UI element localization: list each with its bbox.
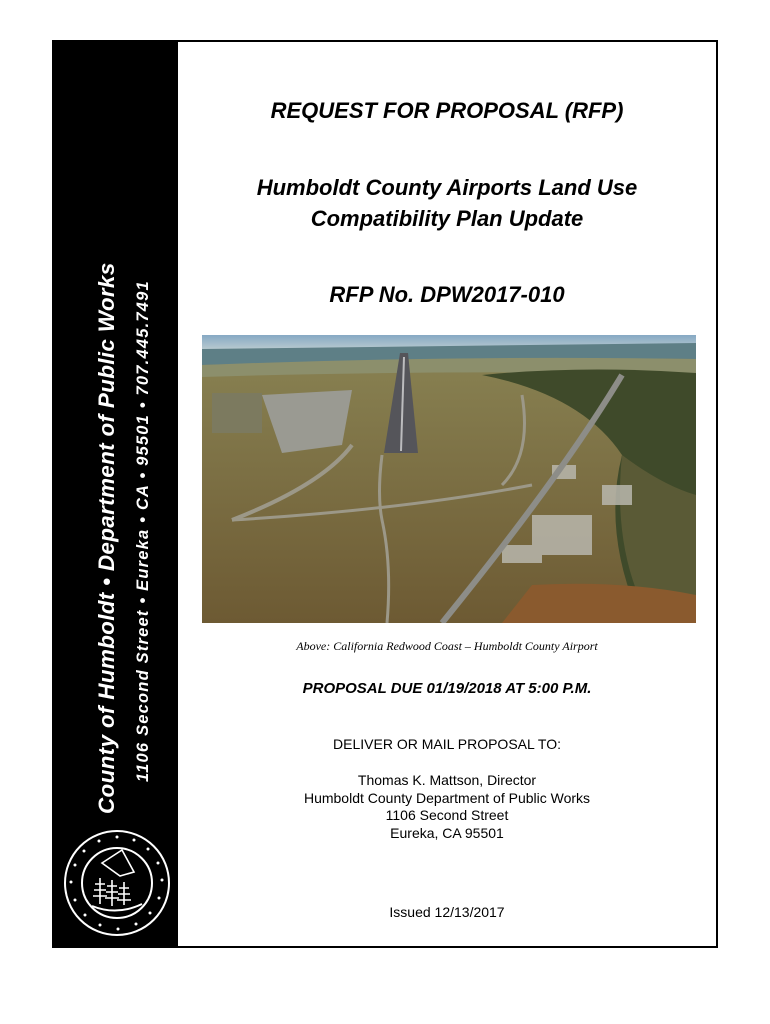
sidebar-band (54, 42, 178, 946)
project-title (178, 172, 716, 234)
address-department: Humboldt County Department of Public Works (303, 789, 591, 806)
rfp-number: RFP No. DPW2017-010 (329, 282, 565, 307)
proposal-due-date: PROPOSAL DUE 01/19/2018 AT 5:00 P.M. (302, 680, 592, 697)
sidebar-department-name: County of Humboldt • Department of Public Works (94, 262, 119, 814)
sidebar-address: 1106 Second Street • Eureka • CA • 95501 • 707.445.7491 (134, 280, 152, 782)
address-name: Thomas K. Mattson, Director (357, 772, 537, 788)
airport-aerial-photo (202, 335, 696, 623)
rfp-heading: REQUEST FOR PROPOSAL (RFP) (270, 98, 624, 123)
address-city: Eureka, CA 95501 (390, 824, 504, 841)
project-title-line-2: Compatibility Plan Update (310, 206, 584, 231)
document-page (52, 40, 718, 948)
deliver-label: DELIVER OR MAIL PROPOSAL TO: (333, 736, 561, 752)
issued-date: Issued 12/13/2017 (389, 904, 505, 920)
county-seal-logo (62, 828, 172, 938)
mailing-address (178, 772, 716, 842)
project-title-line-1: Humboldt County Airports Land Use (256, 175, 638, 200)
address-street: 1106 Second Street (385, 807, 509, 823)
photo-caption: Above: California Redwood Coast – Humboldt County Airport (296, 639, 598, 653)
main-content (178, 42, 716, 946)
